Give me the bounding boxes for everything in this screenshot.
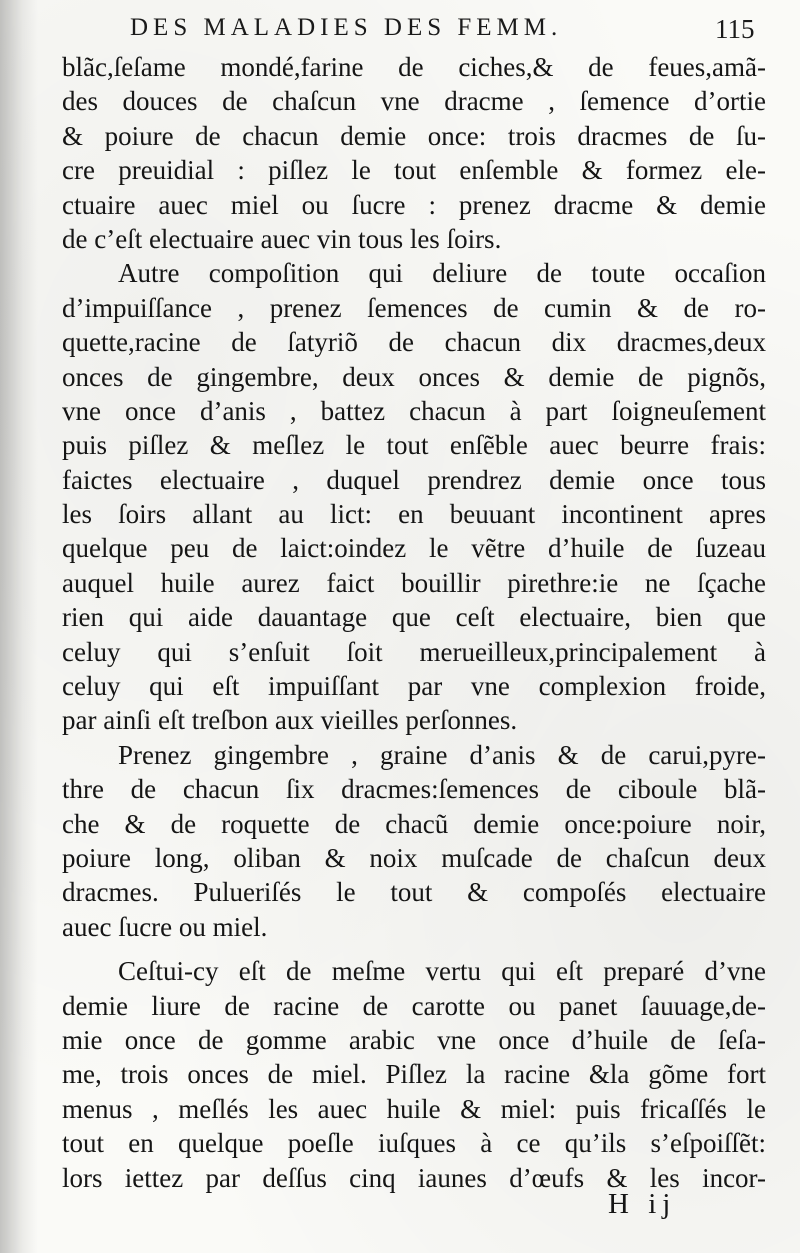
text-line: tout en quelque poeſle iuſques à ce qu’ils s’eſpoiſſẽt:: [62, 1128, 766, 1159]
text-line: menus , meſlés les auec huile & miel: puis fricaſſés le: [62, 1093, 766, 1124]
text-line: demie liure de racine de carotte ou panet ſauuage,de-: [62, 990, 766, 1021]
text-line: de c’eſt electuaire auec vin tous les ſoirs.: [62, 223, 502, 254]
text-line: celuy qui eſt impuiſſant par vne complexion froide,: [62, 671, 766, 702]
text-line: poiure long, oliban & noix muſcade de chaſcun deux: [62, 842, 766, 873]
text-line: faictes electuaire , duquel prendrez demie once tous: [62, 464, 766, 495]
text-line: mie once de gomme arabic vne once d’huile de ſeſa-: [62, 1024, 766, 1055]
text-line: rien qui aide dauantage que ceſt electuaire, bien que: [62, 602, 766, 633]
text-line: quelque peu de laict:oindez le vẽtre d’huile de ſuzeau: [62, 533, 766, 564]
text-line: celuy qui s’enſuit ſoit merueilleux,principalement à: [62, 636, 766, 667]
text-line: onces de gingembre, deux onces & demie de pignõs,: [62, 361, 766, 392]
text-line: Prenez gingembre , graine d’anis & de carui,pyre-: [118, 739, 766, 770]
page-number: 115: [715, 14, 755, 44]
binding-shadow: [0, 0, 38, 1253]
text-line: blãc,ſeſame mondé,farine de ciches,& de feues,amã-: [62, 52, 766, 82]
text-line: auec ſucre ou miel.: [62, 911, 268, 942]
text-line: les ſoirs allant au lict: en beuuant incontinent apres: [62, 499, 766, 530]
text-line: vne once d’anis , battez chacun à part ſoigneuſement: [62, 395, 766, 426]
text-line: ctuaire auec miel ou ſucre : prenez dracme & demie: [62, 189, 766, 220]
text-line: des douces de chaſcun vne dracme , ſemence d’ortie: [62, 86, 766, 117]
text-line: auquel huile aurez faict bouillir pirethre:ie ne ſçache: [62, 567, 766, 598]
signature-mark: H ij: [608, 1188, 677, 1220]
text-line: quette,racine de ſatyriõ de chacun dix dracmes,deux: [62, 327, 766, 358]
text-line: d’impuiſſance , prenez ſemences de cumin & de ro-: [62, 292, 766, 323]
text-line: & poiure de chacun demie once: trois dracmes de ſu-: [62, 120, 766, 151]
text-line: par ainſi eſt treſbon aux vieilles perſonnes.: [62, 705, 518, 736]
text-line: me, trois onces de miel. Piſlez la racine &la gõme fort: [62, 1059, 766, 1090]
text-line: lors iettez par deſſus cinq iaunes d’œufs & les incor-: [62, 1162, 766, 1193]
text-line: thre de chacun ſix dracmes:ſemences de ciboule blã-: [62, 774, 766, 805]
text-line: Autre compoſition qui deliure de toute occaſion: [118, 258, 766, 289]
body-text: [62, 50, 766, 1195]
text-line: cre preuidial : piſlez le tout enſemble & formez ele-: [62, 155, 766, 186]
text-line: che & de roquette de chacũ demie once:poiure noir,: [62, 808, 766, 839]
text-line: dracmes. Pulueriſés le tout & compoſés electuaire: [62, 877, 766, 908]
running-title: DES MALADIES DES FEMM.: [130, 14, 563, 41]
text-line: Ceſtui-cy eſt de meſme vertu qui eſt preparé d’vne: [118, 956, 766, 987]
paragraph-gap: [62, 944, 766, 954]
text-line: puis piſlez & meſlez le tout enſẽble auec beurre frais:: [62, 430, 766, 461]
